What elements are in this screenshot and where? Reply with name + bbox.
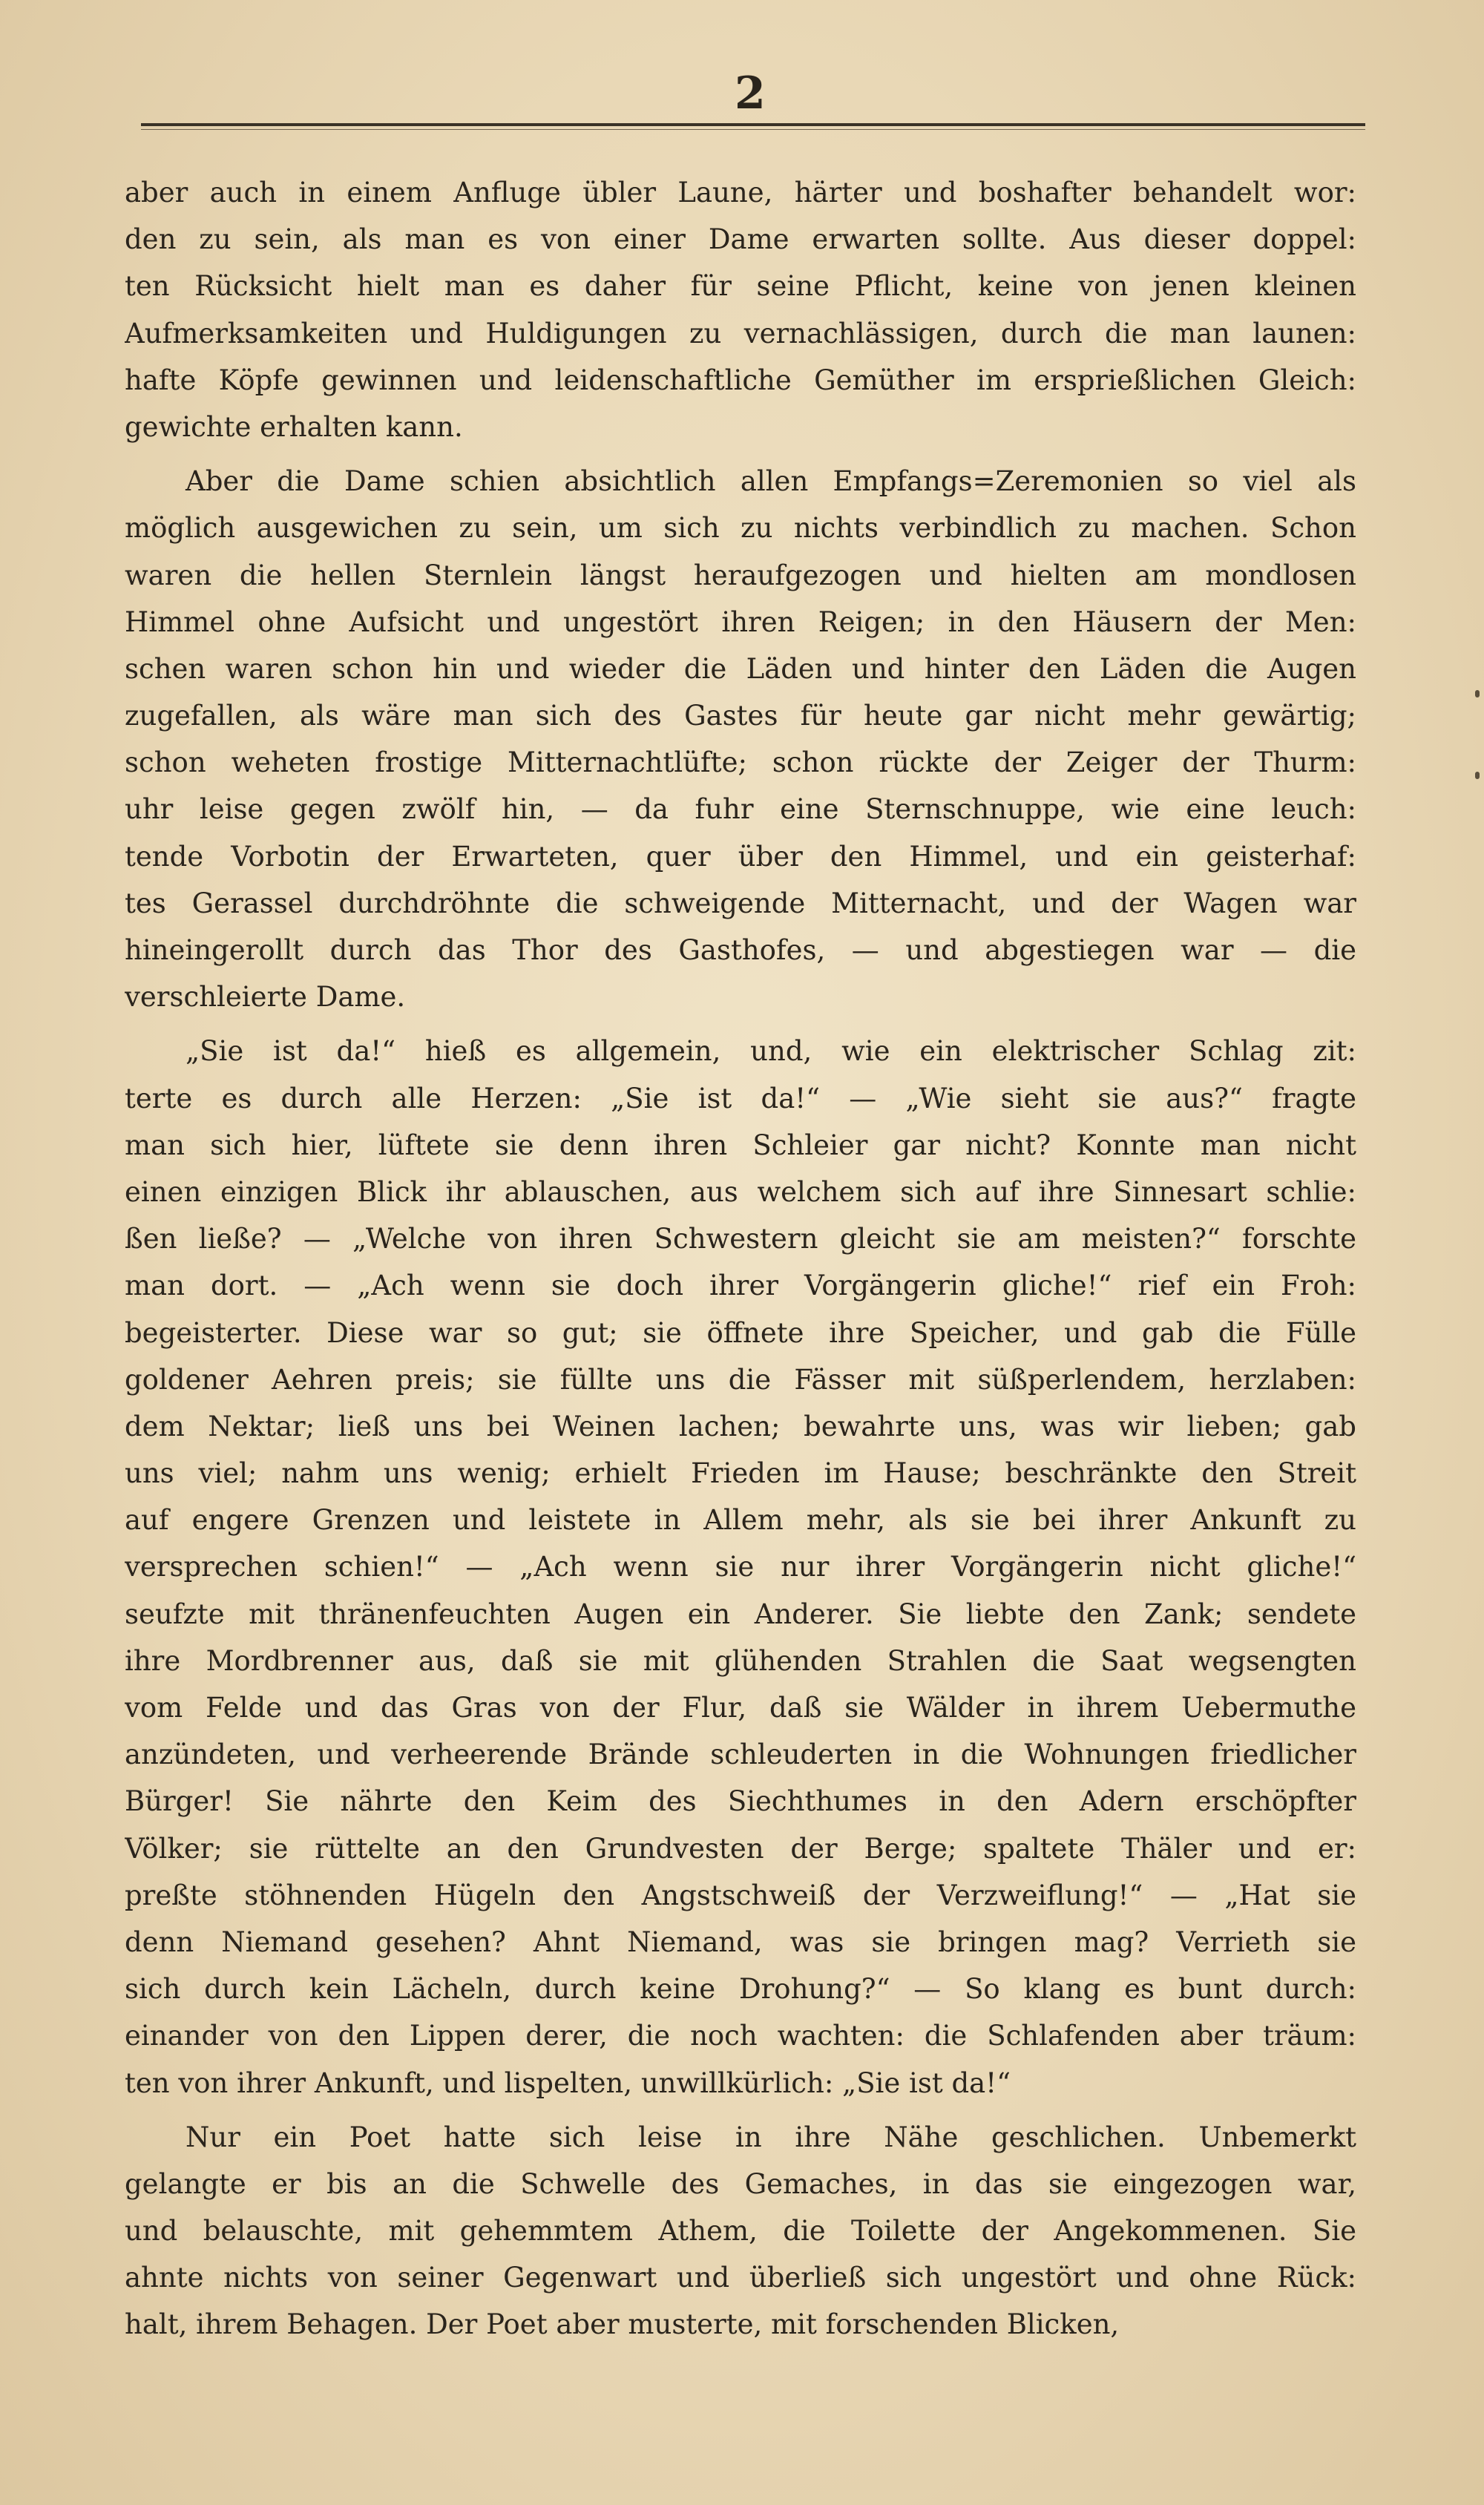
paragraph-gap [125,1020,1356,1028]
text-line: verschleierte Dame. [125,981,406,1014]
text-line: preßte stöhnenden Hügeln den Angstschweiß der Verzweiflung!“ — „Hat sie [125,1879,1356,1911]
text-line: Bürger! Sie nährte den Keim des Siechthumes in den Adern erschöpfter [125,1785,1356,1818]
text-line: aber auch in einem Anfluge übler Laune, härter und boshafter behandelt wor: [125,177,1356,209]
text-line: auf engere Grenzen und leistete in Allem mehr, als sie bei ihrer Ankunft zu [125,1504,1356,1537]
text-line: halt, ihrem Behagen. Der Poet aber musterte, mit forschenden Blicken, [125,2308,1120,2341]
text-line: zugefallen, als wäre man sich des Gastes für heute gar nicht mehr gewärtig; [125,700,1356,732]
text-line: ihre Mordbrenner aus, daß sie mit glühenden Strahlen die Saat wegsengten [125,1644,1356,1677]
edge-mark [1475,772,1480,779]
page-number: 2 [735,68,766,119]
text-line: waren die hellen Sternlein längst heraufgezogen und hielten am mondlosen [125,559,1356,591]
text-line: möglich ausgewichen zu sein, um sich zu nichts verbindlich zu machen. Schon [125,512,1356,545]
text-line: uns viel; nahm uns wenig; erhielt Frieden im Hause; beschränkte den Streit [125,1457,1356,1490]
text-line: denn Niemand gesehen? Ahnt Niemand, was sie bringen mag? Verrieth sie [125,1925,1356,1958]
text-line: einen einzigen Blick ihr ablauschen, aus welchem sich auf ihre Sinnesart schlie: [125,1175,1356,1208]
text-line: Aufmerksamkeiten und Huldigungen zu vernachlässigen, durch die man launen: [125,317,1356,349]
text-line: Völker; sie rüttelte an den Grundvesten der Berge; spaltete Thäler und er: [125,1832,1356,1865]
text-line: goldener Aehren preis; sie füllte uns die Fässer mit süßperlendem, herzlaben: [125,1363,1356,1396]
text-line: „Sie ist da!“ hieß es allgemein, und, wie ein elektrischer Schlag zit: [186,1035,1356,1068]
text-line: gewichte erhalten kann. [125,410,463,443]
text-line: dem Nektar; ließ uns bei Weinen lachen; bewahrte uns, was wir lieben; gab [125,1410,1356,1442]
text-line: schen waren schon hin und wieder die Läden und hinter den Läden die Augen [125,652,1356,685]
text-line: schon weheten frostige Mitternachtlüfte; schon rückte der Zeiger der Thurm: [125,746,1356,779]
text-line: vom Felde und das Gras von der Flur, daß sie Wälder in ihrem Uebermuthe [125,1692,1356,1724]
text-line: versprechen schien!“ — „Ach wenn sie nur ihrer Vorgängerin nicht gliche!“ [125,1551,1356,1583]
paragraph-p3 [125,1028,1356,2106]
text-line: einander von den Lippen derer, die noch wachten: die Schlafenden aber träum: [125,2020,1356,2052]
text-line: hafte Köpfe gewinnen und leidenschaftliche Gemüther im ersprießlichen Gleich: [125,364,1356,396]
paragraph-gap [125,2107,1356,2114]
paragraph-p4 [125,2114,1356,2348]
text-line: ahnte nichts von seiner Gegenwart und überließ sich ungestört und ohne Rück: [125,2262,1356,2294]
text-line: terte es durch alle Herzen: „Sie ist da!“ — „Wie sieht sie aus?“ fragte [125,1082,1356,1114]
text-line: gelangte er bis an die Schwelle des Gemaches, in das sie eingezogen war, [125,2167,1356,2200]
text-line: sich durch kein Lächeln, durch keine Drohung?“ — So klang es bunt durch: [125,1973,1356,2006]
text-line: tende Vorbotin der Erwarteten, quer über den Himmel, und ein geisterhaf: [125,840,1356,873]
text-line: begeisterter. Diese war so gut; sie öffnete ihre Speicher, und gab die Fülle [125,1316,1356,1349]
text-line: den zu sein, als man es von einer Dame erwarten sollte. Aus dieser doppel: [125,223,1356,256]
text-line: man dort. — „Ach wenn sie doch ihrer Vorgängerin gliche!“ rief ein Froh: [125,1270,1356,1302]
text-line: ten von ihrer Ankunft, und lispelten, unwillkürlich: „Sie ist da!“ [125,2066,1011,2099]
body-text [125,169,1356,2348]
text-line: Himmel ohne Aufsicht und ungestört ihren Reigen; in den Häusern der Men: [125,605,1356,638]
text-line: Aber die Dame schien absichtlich allen Empfangs=Zeremonien so viel als [186,465,1356,498]
text-line: uhr leise gegen zwölf hin, — da fuhr eine Sternschnuppe, wie eine leuch: [125,793,1356,826]
header-rule-thin [141,129,1365,130]
text-line: tes Gerassel durchdröhnte die schweigende Mitternacht, und der Wagen war [125,887,1356,919]
edge-mark [1475,690,1480,697]
text-line: ßen ließe? — „Welche von ihren Schwestern gleicht sie am meisten?“ forschte [125,1223,1356,1255]
header-rule [141,123,1365,126]
text-line: ten Rücksicht hielt man es daher für seine Pflicht, keine von jenen kleinen [125,270,1356,303]
text-line: hineingerollt durch das Thor des Gasthofes, — und abgestiegen war — die [125,934,1356,966]
paragraph-gap [125,450,1356,458]
text-line: anzündeten, und verheerende Brände schleuderten in die Wohnungen friedlicher [125,1739,1356,1771]
paragraph-p1 [125,169,1356,450]
text-line: Nur ein Poet hatte sich leise in ihre Nähe geschlichen. Unbemerkt [186,2121,1356,2153]
text-line: man sich hier, lüftete sie denn ihren Schleier gar nicht? Konnte man nicht [125,1129,1356,1161]
text-line: und belauschte, mit gehemmtem Athem, die Toilette der Angekommenen. Sie [125,2215,1356,2248]
paragraph-p2 [125,458,1356,1020]
text-line: seufzte mit thränenfeuchten Augen ein Anderer. Sie liebte den Zank; sendete [125,1598,1356,1630]
